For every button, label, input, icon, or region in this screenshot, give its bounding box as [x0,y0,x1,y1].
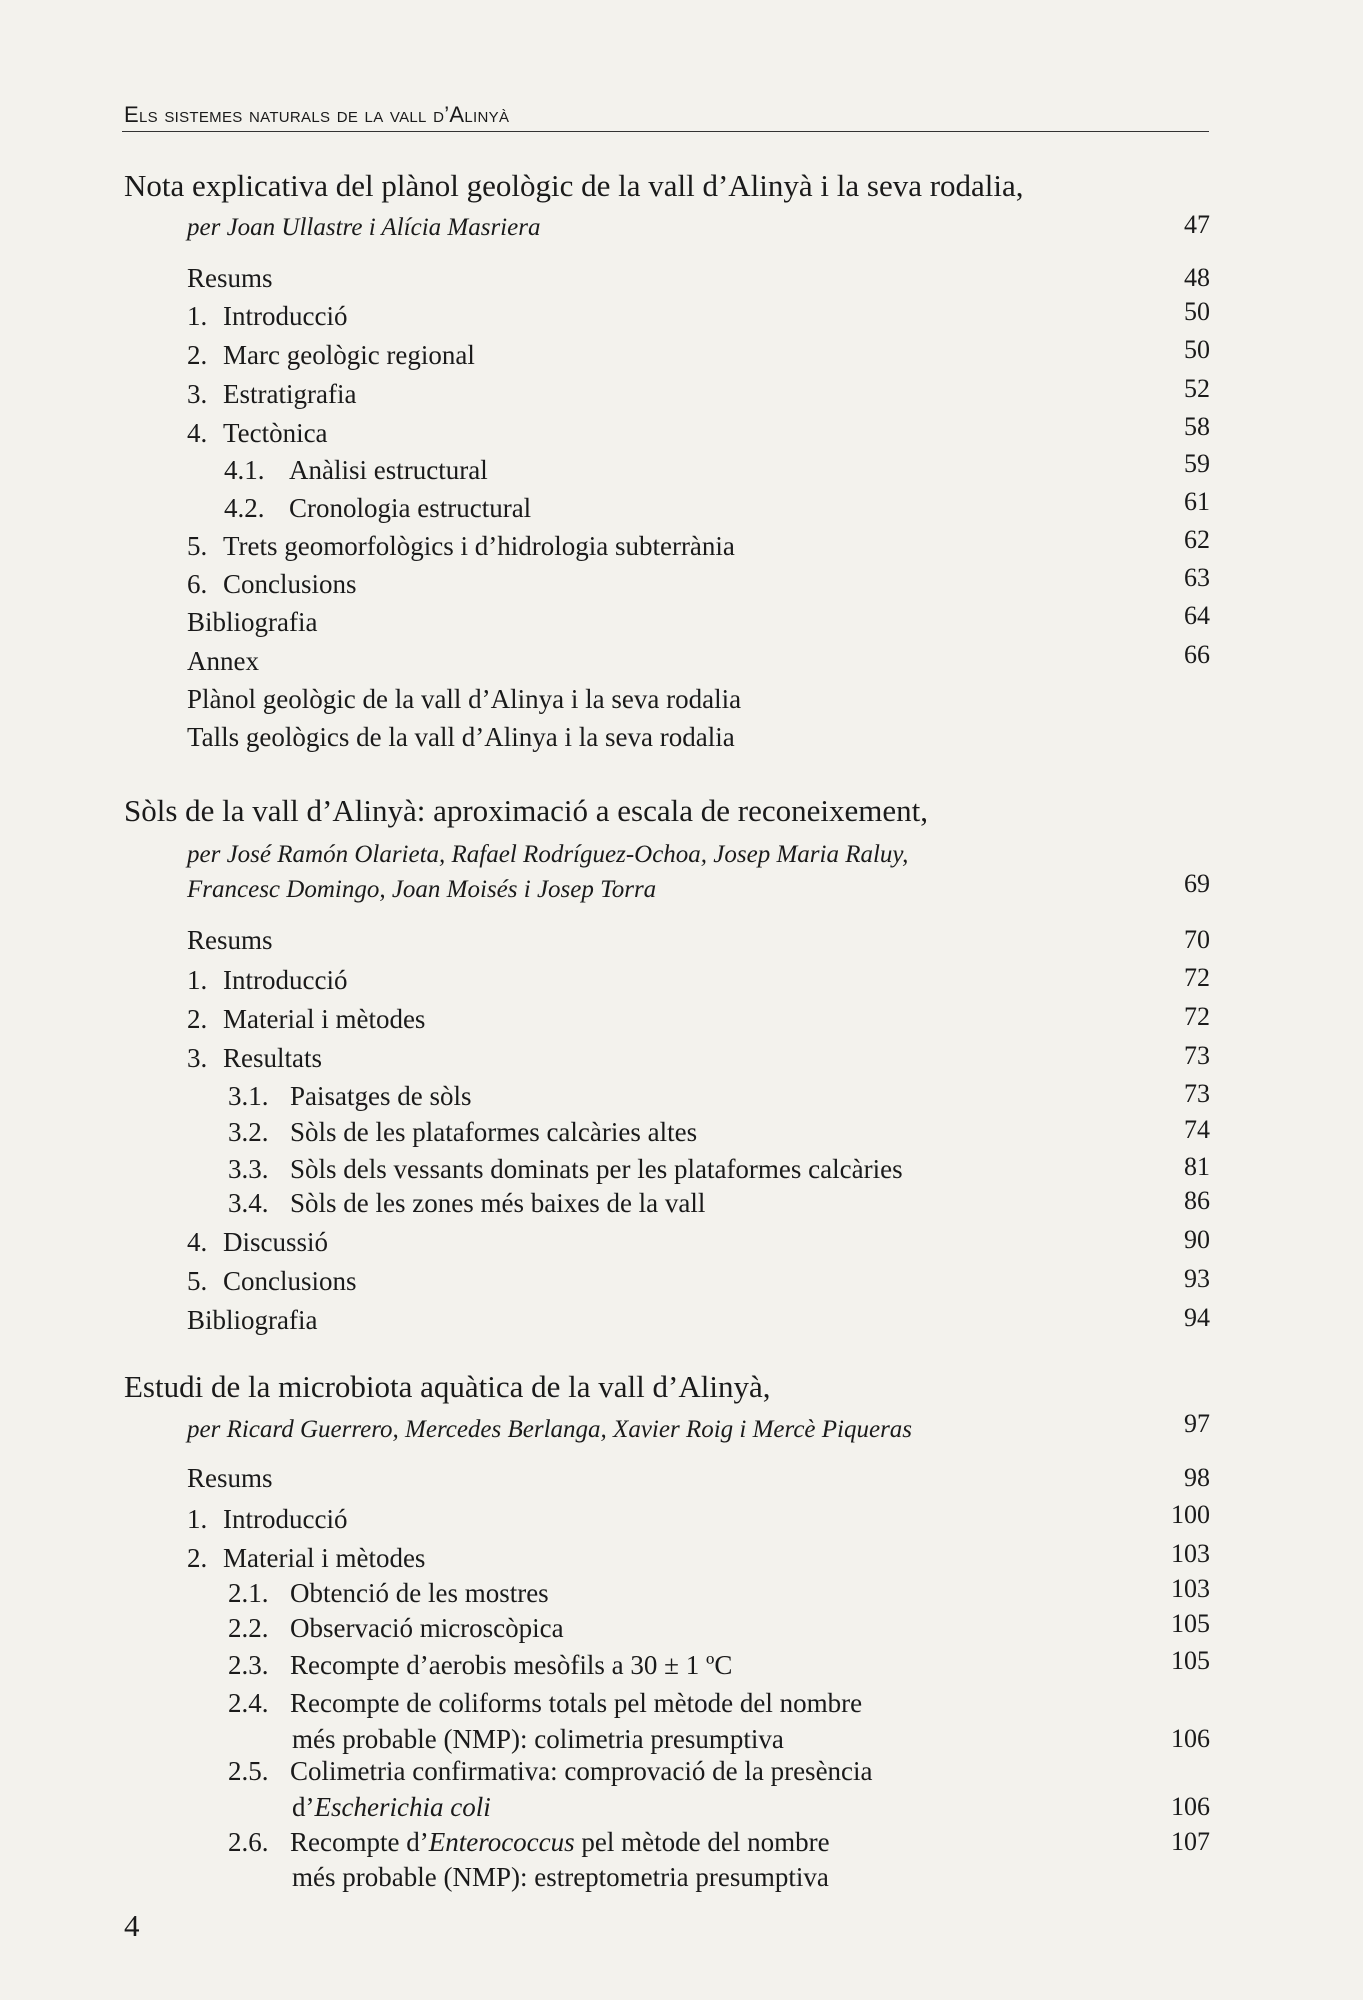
toc-entry[interactable] [228,1156,903,1183]
page-number: 81 [1184,1152,1210,1181]
entry-text: Introducció [223,301,348,331]
entry-number: 3.3. [228,1154,269,1184]
toc-entry[interactable] [187,1045,322,1072]
page-number: 106 [1171,1792,1210,1821]
entry-number: 6. [187,569,208,599]
toc-entry[interactable] [187,927,273,954]
section-title: Sòls de la vall d’Alinyà: aproximació a escala de reconeixement, [124,793,928,828]
page-number: 106 [1171,1724,1210,1753]
entry-number: 1. [187,301,208,331]
entry-number: 2. [187,340,208,370]
page-number: 72 [1184,963,1210,992]
page-number: 70 [1184,925,1210,954]
entry-text: Material i mètodes [223,1543,426,1573]
entry-number: 3.2. [228,1117,269,1147]
entry-number: 2.4. [228,1688,269,1718]
entry-text: més probable (NMP): colimetria presumptiva [292,1724,784,1754]
toc-entry[interactable] [292,1794,491,1821]
entry-text: més probable (NMP): estreptometria presumptiva [292,1862,829,1892]
page-number: 90 [1184,1225,1210,1254]
toc-entry[interactable] [187,571,357,598]
page-number: 94 [1184,1303,1210,1332]
toc-entry[interactable] [187,265,273,292]
page-number: 64 [1184,601,1210,630]
page-number: 66 [1184,640,1210,669]
entry-text: Obtenció de les mostres [290,1578,549,1608]
entry-text: Sòls de les plataformes calcàries altes [290,1117,698,1147]
toc-entry[interactable] [187,648,259,675]
toc-entry[interactable] [228,1829,830,1856]
entry-text: Estratigrafia [223,379,357,409]
toc-entry[interactable] [228,1690,862,1717]
toc-entry[interactable] [187,1506,347,1533]
entry-number: 2.5. [228,1756,269,1786]
section-authors: per José Ramón Olarieta, Rafael Rodríguez-Ochoa, Josep Maria Raluy, [187,841,909,868]
entry-number: 4.2. [224,493,265,523]
entry-number: 3.4. [228,1188,269,1218]
entry-text: Resultats [223,1043,322,1073]
page-number: 52 [1184,374,1210,403]
toc-entry[interactable] [187,381,356,408]
toc-entry[interactable] [228,1083,472,1110]
page-number: 98 [1184,1463,1210,1492]
entry-number: 1. [187,1504,208,1534]
section-authors: per Joan Ullastre i Alícia Masriera [187,214,541,241]
entry-italic-term: Escherichia coli [314,1792,491,1822]
entry-text: Recompte d’ [290,1827,429,1857]
page-number: 61 [1184,487,1210,516]
entry-text: Talls geològics de la vall d’Alinya i la seva rodalia [187,722,735,752]
page-number: 100 [1171,1500,1210,1529]
entry-text: Introducció [223,965,348,995]
page-folio: 4 [124,1908,140,1943]
entry-number: 3. [187,1043,208,1073]
toc-entry[interactable] [228,1758,873,1785]
entry-text: Sòls dels vessants dominats per les plataformes calcàries [290,1154,903,1184]
running-header [124,102,1208,128]
toc-entry[interactable] [187,1545,425,1572]
entry-text-continued: pel mètode del nombre [574,1827,830,1857]
toc-entry[interactable] [228,1615,564,1642]
page-number: 103 [1171,1539,1210,1568]
page-number: 72 [1184,1002,1210,1031]
entry-number: 2. [187,1543,208,1573]
page-number: 97 [1184,1409,1210,1438]
toc-entry[interactable] [224,495,531,522]
page-number: 62 [1184,525,1210,554]
toc-entry[interactable] [187,967,347,994]
entry-text: Recompte de coliforms totals pel mètode del nombre [290,1688,863,1718]
entry-text: Bibliografia [187,607,318,637]
entry-text: Annex [187,646,259,676]
entry-number: 2.2. [228,1613,269,1643]
toc-entry[interactable] [187,342,475,369]
toc-entry[interactable] [187,686,741,713]
entry-text: Recompte d’aerobis mesòfils a 30 ± 1 ºC [290,1650,733,1680]
entry-text: Marc geològic regional [223,340,475,370]
entry-text: Introducció [223,1504,348,1534]
entry-text: Conclusions [223,569,357,599]
toc-entry[interactable] [228,1580,549,1607]
toc-entry[interactable] [187,1229,328,1256]
page-number: 86 [1184,1186,1210,1215]
toc-entry[interactable] [224,457,488,484]
toc-entry[interactable] [187,420,328,447]
page-number: 73 [1184,1041,1210,1070]
page-number: 59 [1184,449,1210,478]
toc-entry[interactable] [187,303,347,330]
entry-number: 5. [187,1266,208,1296]
page-number: 63 [1184,563,1210,592]
entry-number: 1. [187,965,208,995]
entry-text: Sòls de les zones més baixes de la vall [290,1188,706,1218]
page-number: 107 [1171,1827,1210,1856]
entry-number: 2.6. [228,1827,269,1857]
toc-entry[interactable] [228,1190,705,1217]
header-rule [122,131,1209,132]
entry-text: Conclusions [223,1266,357,1296]
page-number: 48 [1184,263,1210,292]
entry-number: 5. [187,531,208,561]
entry-number: 2. [187,1004,208,1034]
entry-number: 3.1. [228,1081,269,1111]
page-number: 47 [1184,210,1210,239]
toc-entry[interactable] [228,1652,732,1679]
page-number: 69 [1184,869,1210,898]
entry-text: Observació microscòpica [290,1613,564,1643]
toc-entry[interactable] [187,724,735,751]
entry-text: Anàlisi estructural [289,455,488,485]
entry-text: Resums [187,1463,273,1493]
entry-text: Paisatges de sòls [290,1081,472,1111]
entry-number: 4.1. [224,455,265,485]
page-number: 105 [1171,1609,1210,1638]
toc-entry[interactable] [292,1726,784,1753]
page-number: 50 [1184,335,1210,364]
entry-text: Tectònica [223,418,328,448]
entry-text: Trets geomorfològics i d’hidrologia subterrània [223,531,735,561]
entry-text: Resums [187,925,273,955]
entry-number: 4. [187,1227,208,1257]
page-number: 103 [1171,1574,1210,1603]
toc-entry[interactable] [228,1119,697,1146]
section-title: Estudi de la microbiota aquàtica de la vall d’Alinyà, [124,1369,771,1404]
running-header-text: Els sistemes naturals de la vall d’Alinyà [124,102,510,127]
entry-text: Cronologia estructural [289,493,532,523]
entry-text: Colimetria confirmativa: comprovació de la presència [290,1756,873,1786]
page-number: 50 [1184,297,1210,326]
toc-entry[interactable] [187,533,735,560]
entry-number: 3. [187,379,208,409]
toc-entry[interactable] [187,609,317,636]
toc-entry[interactable] [187,1465,273,1492]
entry-text: Plànol geològic de la vall d’Alinya i la seva rodalia [187,684,742,714]
toc-entry[interactable] [187,1307,317,1334]
section-authors: Francesc Domingo, Joan Moisés i Josep Torra [187,876,657,903]
entry-text: Material i mètodes [223,1004,426,1034]
page-number: 74 [1184,1115,1210,1144]
toc-entry[interactable] [187,1006,425,1033]
page-number: 73 [1184,1079,1210,1108]
entry-number: 4. [187,418,208,448]
entry-number: 2.1. [228,1578,269,1608]
page-number: 58 [1184,412,1210,441]
page-number: 93 [1184,1264,1210,1293]
entry-italic-term: Enterococcus [428,1827,575,1857]
page-number: 105 [1171,1646,1210,1675]
section-authors: per Ricard Guerrero, Mercedes Berlanga, Xavier Roig i Mercè Piqueras [187,1416,913,1443]
toc-entry[interactable] [292,1864,829,1891]
entry-text: Resums [187,263,273,293]
toc-entry[interactable] [187,1268,357,1295]
section-title: Nota explicativa del plànol geològic de la vall d’Alinyà i la seva rodalia, [124,168,1024,203]
entry-text: Discussió [223,1227,329,1257]
entry-text: d’ [292,1792,315,1822]
entry-text: Bibliografia [187,1305,318,1335]
entry-number: 2.3. [228,1650,269,1680]
